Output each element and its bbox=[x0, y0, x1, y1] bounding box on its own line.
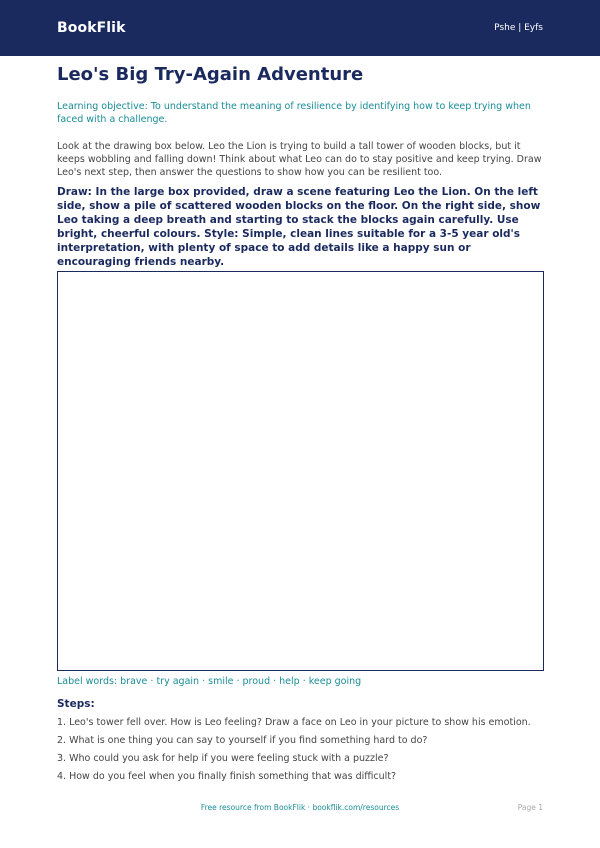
steps-list bbox=[57, 716, 547, 788]
learning-objective: Learning objective: To understand the meaning of resilience by identifying how to keep trying when faced with a challenge. bbox=[57, 101, 531, 125]
label-words: Label words: brave · try again · smile · proud · help · keep going bbox=[57, 676, 362, 687]
page-title: Leo's Big Try-Again Adventure bbox=[57, 64, 364, 85]
subject-label: Pshe | Eyfs bbox=[494, 23, 543, 33]
footer-text: Free resource from BookFlik · bookflik.com/resources bbox=[200, 803, 400, 812]
step-item: 2. What is one thing you can say to yourself if you find something hard to do? bbox=[57, 735, 428, 746]
step-item: 4. How do you feel when you finally finish something that was difficult? bbox=[57, 771, 397, 782]
step-item: 1. Leo's tower fell over. How is Leo feeling? Draw a face on Leo in your picture to show his emotion. bbox=[57, 717, 531, 728]
step-item: 3. Who could you ask for help if you were feeling stuck with a puzzle? bbox=[57, 753, 389, 764]
header-bar bbox=[0, 0, 600, 56]
page-number: Page 1 bbox=[517, 803, 543, 812]
draw-instruction: Draw: In the large box provided, draw a scene featuring Leo the Lion. On the left side, show a pile of scattered wooden blocks on the floor. On the right side, show Leo taking a deep breath and starting to stack the blocks again carefully. Use bright, cheerful colours. Style: Simple, clean lines suitable for a 3-5 year old's interpretation, with plenty of space to add details like a happy sun or encouraging friends nearby. bbox=[57, 186, 541, 268]
intro-text: Look at the drawing box below. Leo the Lion is trying to build a tall tower of wooden blocks, but it keeps wobbling and falling down! Think about what Leo can do to stay positive and keep trying. Draw Leo's next step, then answer the questions to show how you can be resilient too. bbox=[57, 141, 542, 178]
steps-heading: Steps: bbox=[57, 698, 95, 710]
drawing-box[interactable] bbox=[57, 271, 544, 671]
brand-logo: BookFlik bbox=[57, 20, 126, 36]
